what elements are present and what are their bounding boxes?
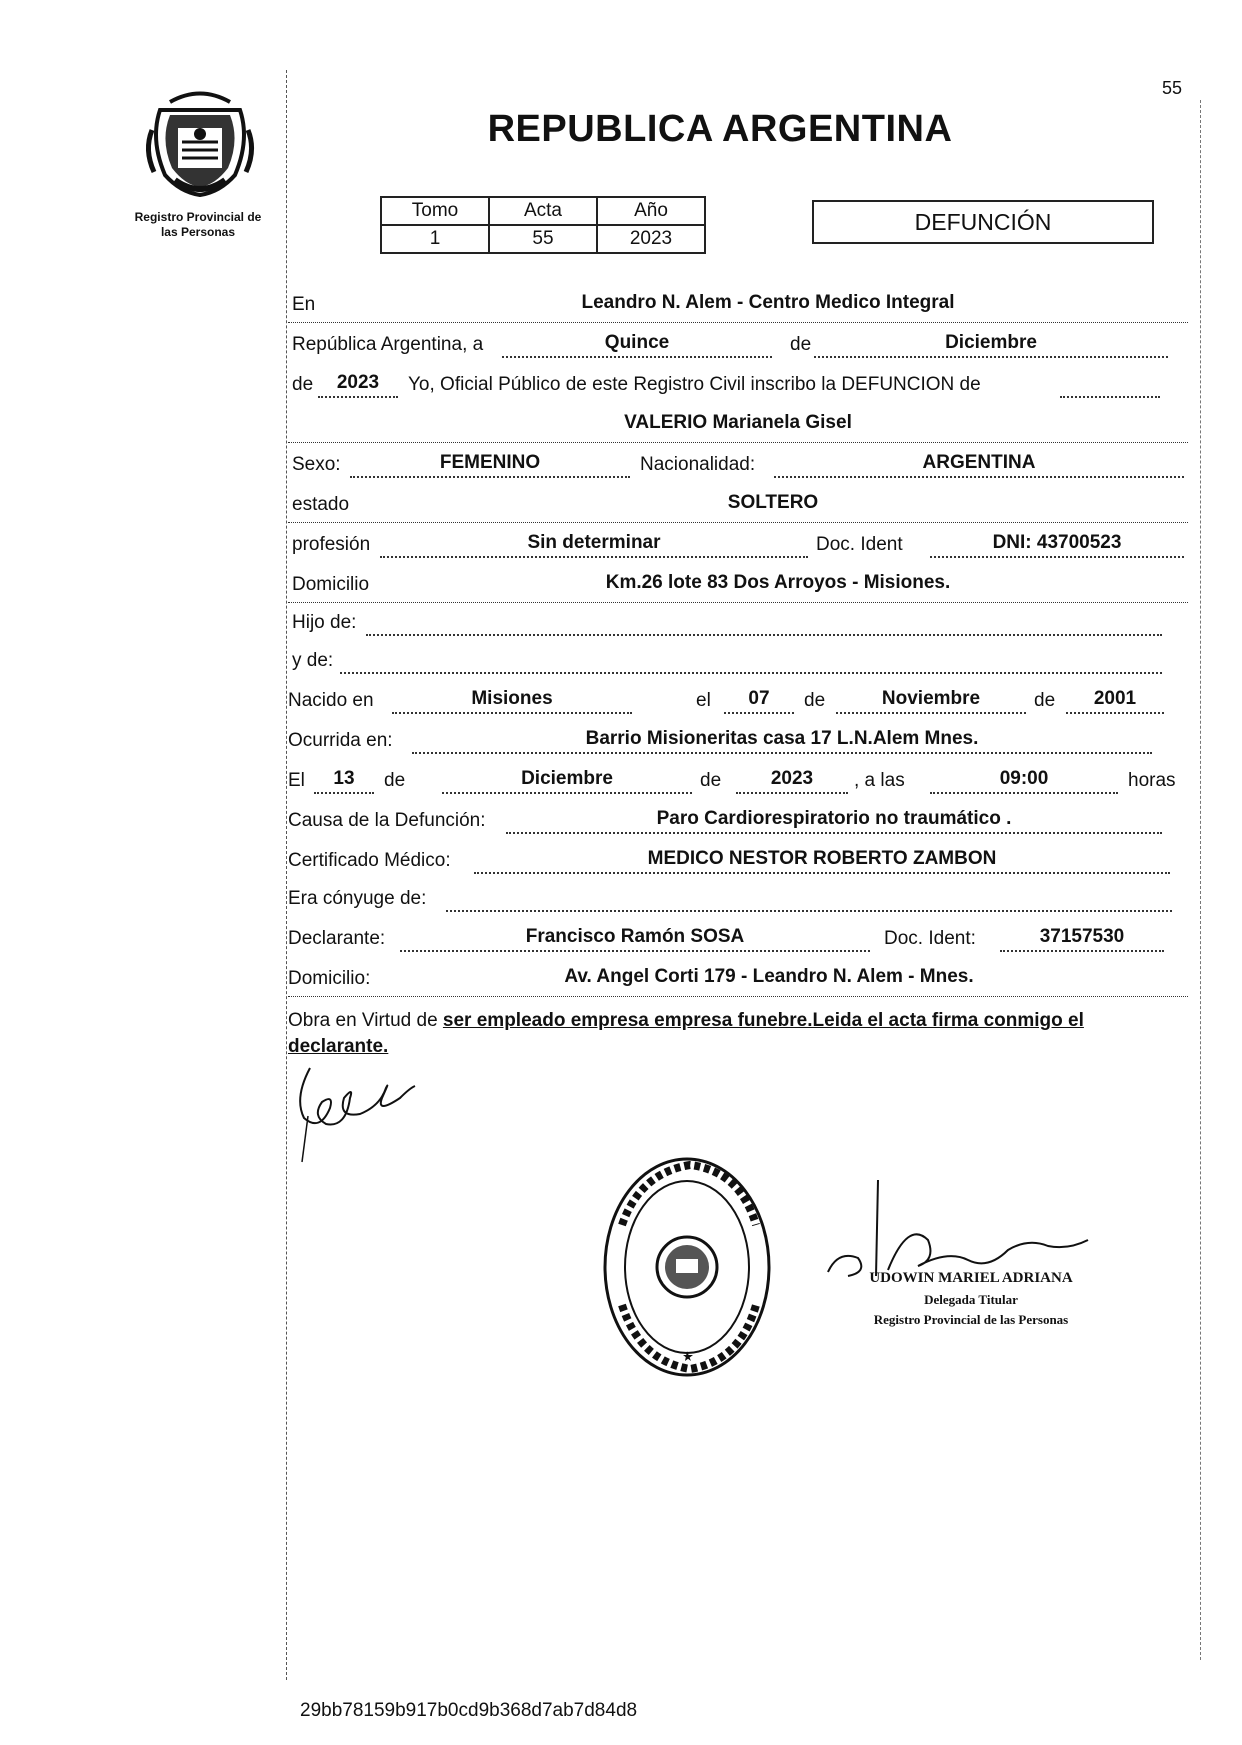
row-spouse: Era cónyuge de: [288, 878, 1188, 916]
day-word-value: Quince [604, 332, 670, 353]
sex-value: FEMENINO [439, 452, 541, 473]
row-cause: Causa de la Defunción: Paro Cardiorespiratorio no traumático . [288, 800, 1188, 838]
row-place: En Leandro N. Alem - Centro Medico Integral [288, 284, 1188, 323]
civil-status-value: SOLTERO [727, 492, 819, 513]
row-declarant-address: Domicilio: Av. Angel Corti 179 - Leandro N. Alem - Mnes. [288, 958, 1188, 997]
nationality-value: ARGENTINA [922, 452, 1036, 473]
death-year-value: 2023 [770, 768, 814, 789]
place-value: Leandro N. Alem - Centro Medico Integral [581, 292, 955, 313]
left-margin-line [286, 70, 287, 1680]
cause-value: Paro Cardiorespiratorio no traumático . [656, 808, 1012, 829]
acta-header: Acta [489, 197, 597, 225]
born-day-value: 07 [748, 688, 770, 709]
row-civil-status: estado SOLTERO [288, 484, 1188, 523]
obra-paragraph: Obra en Virtud de ser empleado empresa empresa funebre.Leida el acta firma conmigo el declarante. [288, 1010, 1084, 1057]
row-deceased-name [288, 404, 1188, 443]
obra-text: ser empleado empresa empresa funebre.Leida el acta firma conmigo el declarante. [288, 1010, 1084, 1057]
row-child-of: Hijo de: [288, 602, 1188, 640]
deceased-name-value: VALERIO Marianela Gisel [624, 412, 852, 433]
death-day-value: 13 [333, 768, 355, 789]
row-date: República Argentina, a Quince de Diciembre [288, 324, 1188, 362]
year-value: 2023 [336, 372, 380, 393]
tomo-header: Tomo [381, 197, 489, 225]
row-profession: profesión Sin determinar Doc. Ident DNI: 43700523 [288, 524, 1188, 562]
row-inscribe: de 2023 Yo, Oficial Público de este Registro Civil inscribo la DEFUNCION de [288, 364, 1188, 402]
ano-value: 2023 [597, 225, 705, 253]
official-seal [600, 1155, 775, 1380]
acta-value: 55 [489, 225, 597, 253]
official-name: UDOWIN MARIEL ADRIANA [869, 1270, 1073, 1286]
ano-header: Año [597, 197, 705, 225]
address-value: Km.26 lote 83 Dos Arroyos - Misiones. [605, 572, 951, 593]
registry-org-name: Registro Provincial de las Personas [134, 210, 262, 239]
act-type-box: DEFUNCIÓN [812, 200, 1154, 244]
row-death-date: El 13 de Diciembre de 2023 , a las 09:00 horas [288, 760, 1188, 798]
death-month-value: Diciembre [521, 768, 613, 789]
declarant-signature [290, 1058, 420, 1168]
document-hash: 29bb78159b917b0cd9b368d7ab7d84d8 [300, 1700, 638, 1721]
row-certificate: Certificado Médico: MEDICO NESTOR ROBERTO ZAMBON [288, 840, 1188, 878]
month-value: Diciembre [945, 332, 1037, 353]
declarant-doc-value: 37157530 [1039, 926, 1125, 947]
row-born: Nacido en Misiones el 07 de Noviembre de 2001 [288, 680, 1188, 718]
row-occurred: Ocurrida en: Barrio Misioneritas casa 17 L.N.Alem Mnes. [288, 720, 1188, 758]
certificate-value: MEDICO NESTOR ROBERTO ZAMBON [647, 848, 997, 869]
row-declarant: Declarante: Francisco Ramón SOSA Doc. Ident: 37157530 [288, 918, 1188, 956]
death-time-value: 09:00 [999, 768, 1049, 789]
page-number: 55 [1162, 78, 1183, 98]
right-margin-line [1200, 100, 1201, 1660]
doc-value: DNI: 43700523 [992, 532, 1122, 553]
born-year-value: 2001 [1093, 688, 1137, 709]
tomo-value: 1 [381, 225, 489, 253]
declarant-address-value: Av. Angel Corti 179 - Leandro N. Alem - Mnes. [564, 966, 974, 987]
document-title: REPUBLICA ARGENTINA [487, 108, 953, 150]
row-and-of: y de: [288, 640, 1188, 678]
born-place-value: Misiones [471, 688, 553, 709]
row-address: Domicilio Km.26 lote 83 Dos Arroyos - Misiones. [288, 564, 1188, 603]
declarant-value: Francisco Ramón SOSA [525, 926, 745, 947]
official-role: Delegada Titular [924, 1292, 1018, 1307]
province-coat-of-arms-icon [140, 80, 260, 200]
profession-value: Sin determinar [527, 532, 661, 553]
born-month-value: Noviembre [881, 688, 981, 709]
occurred-place-value: Barrio Misioneritas casa 17 L.N.Alem Mnes. [585, 728, 979, 749]
official-org: Registro Provincial de las Personas [873, 1312, 1069, 1327]
registry-table [380, 196, 706, 254]
row-sex-nationality: Sexo: FEMENINO Nacionalidad: ARGENTINA [288, 444, 1188, 482]
